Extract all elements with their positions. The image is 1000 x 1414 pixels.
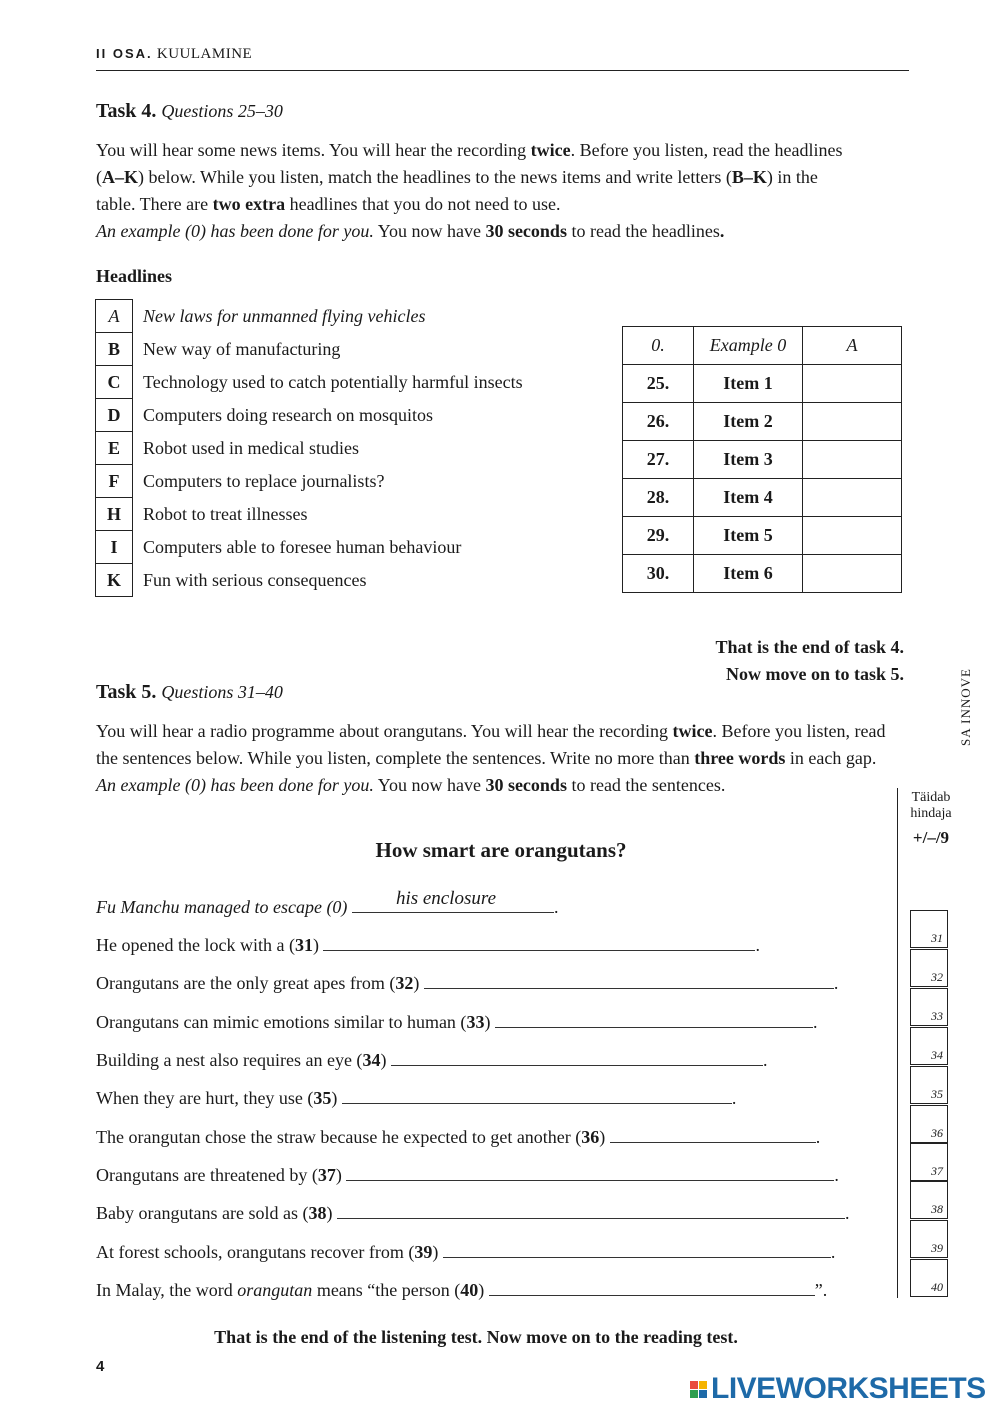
- example-sentence: Fu Manchu managed to escape (0) his enclosure .: [96, 888, 559, 917]
- score-box: 35: [910, 1066, 948, 1104]
- answer-row-example: 0. Example 0 A: [623, 327, 902, 365]
- answer-cell[interactable]: [803, 365, 902, 403]
- answer-row: 30. Item 6: [623, 555, 902, 593]
- answer-gap-36[interactable]: [610, 1124, 816, 1143]
- answer-gap-33[interactable]: [495, 1009, 813, 1028]
- task4-instructions: You will hear some news items. You will hear the recording twice. Before you listen, read the headlines (A–K) below. While you listen, match the headlines to the news items and write letters (B–K) in the table. There are two extra headlines that you do not need to use. An example (0) has been done for you. You now have 30 seconds to read the headlines.: [96, 140, 843, 241]
- answer-gap-37[interactable]: [346, 1162, 834, 1181]
- final-note: That is the end of the listening test. Now move on to the reading test.: [214, 1327, 738, 1347]
- answer-gap-32[interactable]: [424, 970, 834, 989]
- sentence-39: At forest schools, orangutans recover from (39) .: [96, 1239, 835, 1263]
- answer-cell[interactable]: [803, 555, 902, 593]
- task5-title: Task 5. Questions 31–40: [96, 681, 283, 703]
- task4-end-note: That is the end of task 4. Now move on to task 5.: [715, 637, 904, 684]
- headline-row: I Computers able to foresee human behaviour: [96, 531, 524, 564]
- grader-divider: [897, 788, 898, 1298]
- answer-row: 29. Item 5: [623, 517, 902, 555]
- score-box: 34: [910, 1027, 948, 1065]
- headline-row: C Technology used to catch potentially harmful insects: [96, 366, 524, 399]
- answer-gap-35[interactable]: [342, 1085, 732, 1104]
- answer-row: 28. Item 4: [623, 479, 902, 517]
- score-box: 36: [910, 1105, 948, 1143]
- score-box: 39: [910, 1220, 948, 1258]
- section-subtitle: How smart are orangutans?: [375, 838, 627, 862]
- answer-gap-38[interactable]: [337, 1200, 845, 1219]
- answer-gap-40[interactable]: [489, 1277, 815, 1296]
- headline-row: H Robot to treat illnesses: [96, 498, 524, 531]
- liveworksheets-logo: [690, 1372, 986, 1406]
- task4-title: Task 4. Questions 25–30: [96, 100, 283, 122]
- sentence-33: Orangutans can mimic emotions similar to human (33) .: [96, 1009, 817, 1033]
- sentence-36: The orangutan chose the straw because he expected to get another (36) .: [96, 1124, 820, 1148]
- sentence-40: In Malay, the word orangutan means “the person (40) ”.: [96, 1277, 827, 1301]
- page-number: 4: [96, 1358, 105, 1375]
- score-box: 31: [910, 910, 948, 948]
- headline-row: K Fun with serious consequences: [96, 564, 524, 597]
- header-section: KUULAMINE: [156, 46, 253, 62]
- headline-row: F Computers to replace journalists?: [96, 465, 524, 498]
- headline-row: D Computers doing research on mosquitos: [96, 399, 524, 432]
- headline-row: B New way of manufacturing: [96, 333, 524, 366]
- example-answer: his enclosure: [395, 888, 497, 909]
- score-box: 38: [910, 1181, 948, 1219]
- score-box: 32: [910, 949, 948, 987]
- header-part: II OSA.: [96, 46, 153, 61]
- answer-cell[interactable]: [803, 441, 902, 479]
- answer-row: 27. Item 3: [623, 441, 902, 479]
- task5-instructions: You will hear a radio programme about orangutans. You will hear the recording twice. Before you listen, read the sentences below. While you listen, complete the sentences. Write no more than three words in each gap. An example (0) has been done for you. You now have 30 seconds to read the sentences.: [96, 721, 886, 795]
- grader-label: Täidab hindaja: [910, 790, 952, 821]
- answer-cell[interactable]: [803, 517, 902, 555]
- sentence-34: Building a nest also requires an eye (34) .: [96, 1047, 767, 1071]
- answer-row: 26. Item 2: [623, 403, 902, 441]
- header-rule: [96, 70, 909, 71]
- headlines-title: Headlines: [96, 266, 173, 286]
- example-gap: [352, 888, 554, 913]
- logo-text: LIVEWORKSHEETS: [711, 1372, 986, 1405]
- sentence-38: Baby orangutans are sold as (38) .: [96, 1200, 849, 1224]
- headlines-list: [95, 299, 524, 597]
- side-label: SA INNOVE: [958, 668, 973, 746]
- answer-cell[interactable]: [803, 403, 902, 441]
- answer-gap-34[interactable]: [391, 1047, 763, 1066]
- headline-row: E Robot used in medical studies: [96, 432, 524, 465]
- grader-score: +/–/9: [912, 828, 950, 847]
- headline-row: A New laws for unmanned flying vehicles: [96, 300, 524, 333]
- score-box: 33: [910, 988, 948, 1026]
- sentence-31: He opened the lock with a (31) .: [96, 932, 760, 956]
- sentence-37: Orangutans are threatened by (37) .: [96, 1162, 839, 1186]
- page-header: [96, 46, 252, 63]
- sentence-35: When they are hurt, they use (35) .: [96, 1085, 736, 1109]
- logo-icon: [690, 1381, 707, 1398]
- score-box: 37: [910, 1143, 948, 1181]
- answer-table: [622, 326, 902, 593]
- answer-cell[interactable]: [803, 479, 902, 517]
- sentence-32: Orangutans are the only great apes from (32) .: [96, 970, 838, 994]
- answer-cell: A: [803, 327, 902, 365]
- answer-gap-31[interactable]: [323, 932, 755, 951]
- answer-gap-39[interactable]: [443, 1239, 831, 1258]
- score-box: 40: [910, 1259, 948, 1297]
- answer-row: 25. Item 1: [623, 365, 902, 403]
